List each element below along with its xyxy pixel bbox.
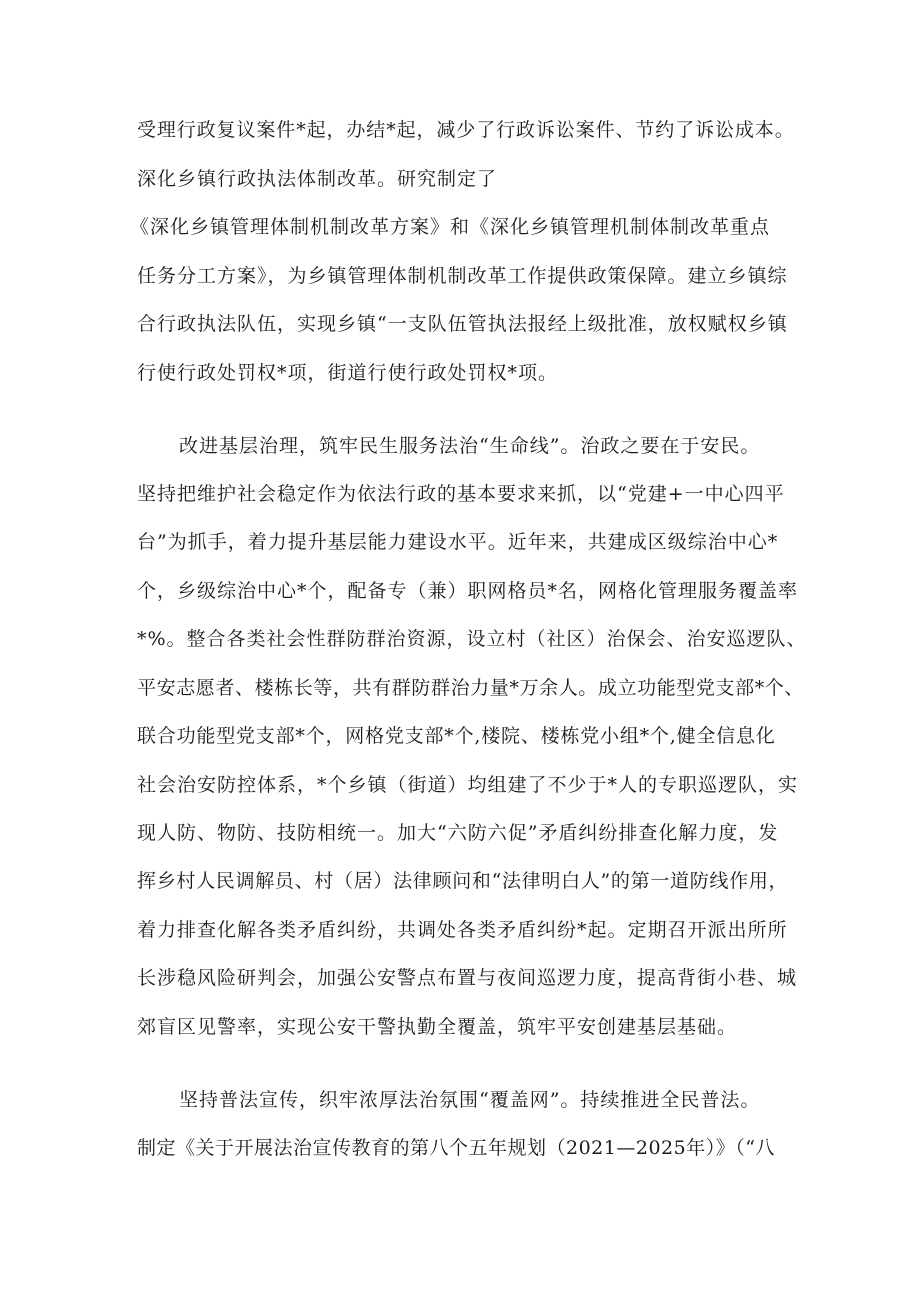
paragraph-line: 郊盲区见警率，实现公安干警执勤全覆盖，筑牢平安创建基层基础。 (137, 1016, 738, 1038)
paragraph-line: 坚持把维护社会稳定作为依法行政的基本要求来抓，以“党建+一中心四平 (137, 483, 785, 505)
paragraph-line: 《深化乡镇管理体制机制改革方案》和《深化乡镇管理机制体制改革重点 (130, 216, 771, 238)
paragraph-line: 挥乡村人民调解员、村（居）法律顾问和“法律明白人”的第一道防线作用， (137, 870, 789, 892)
paragraph-line: 长涉稳风险研判会，加强公安警点布置与夜间巡逻力度，提高背街小巷、城 (137, 967, 798, 989)
paragraph-line: 合行政执法队伍，实现乡镇“一支队伍管执法报经上级批准，放权赋权乡镇 (137, 313, 788, 335)
paragraph-line: 任务分工方案》，为乡镇管理体制机制改革工作提供政策保障。建立乡镇综 (137, 265, 788, 287)
paragraph-line: 着力排查化解各类矛盾纠纷，共调处各类矛盾纠纷*起。定期召开派出所所 (137, 919, 788, 941)
paragraph-line: 台”为抓手，着力提升基层能力建设水平。近年来，共建成区级综治中心* (137, 531, 779, 553)
paragraph-line: 深化乡镇行政执法体制改革。研究制定了 (137, 168, 498, 190)
paragraph-line: 社会治安防控体系，*个乡镇（街道）均组建了不少于*人的专职巡逻队，实 (137, 774, 799, 796)
paragraph-line: 坚持普法宣传，织牢浓厚法治氛围“覆盖网”。持续推进全民普法。 (179, 1089, 761, 1111)
paragraph-line: 平安志愿者、楼栋长等，共有群防群治力量*万余人。成立功能型党支部*个、 (137, 677, 805, 699)
paragraph-line: *%。整合各类社会性群防群治资源，设立村（社区）治保会、治安巡逻队、 (137, 628, 807, 650)
paragraph-line: 受理行政复议案件*起，办结*起，减少了行政诉讼案件、节约了诉讼成本。 (137, 119, 795, 141)
paragraph-line: 现人防、物防、技防相统一。加大“六防六促”矛盾纠纷排查化解力度，发 (137, 822, 779, 844)
paragraph-line: 制定《关于开展法治宣传教育的第八个五年规划（2021—2025年）》（“八 (137, 1137, 775, 1159)
paragraph-line: 改进基层治理，筑牢民生服务法治“生命线”。治政之要在于安民。 (179, 435, 761, 457)
paragraph-line: 联合功能型党支部*个，网格党支部*个,楼院、楼栋党小组*个,健全信息化 (137, 725, 776, 747)
paragraph-line: 个，乡级综治中心*个，配备专（兼）职网格员*名，网格化管理服务覆盖率 (137, 580, 799, 602)
paragraph-line: 行使行政处罚权*项，街道行使行政处罚权*项。 (137, 362, 559, 384)
